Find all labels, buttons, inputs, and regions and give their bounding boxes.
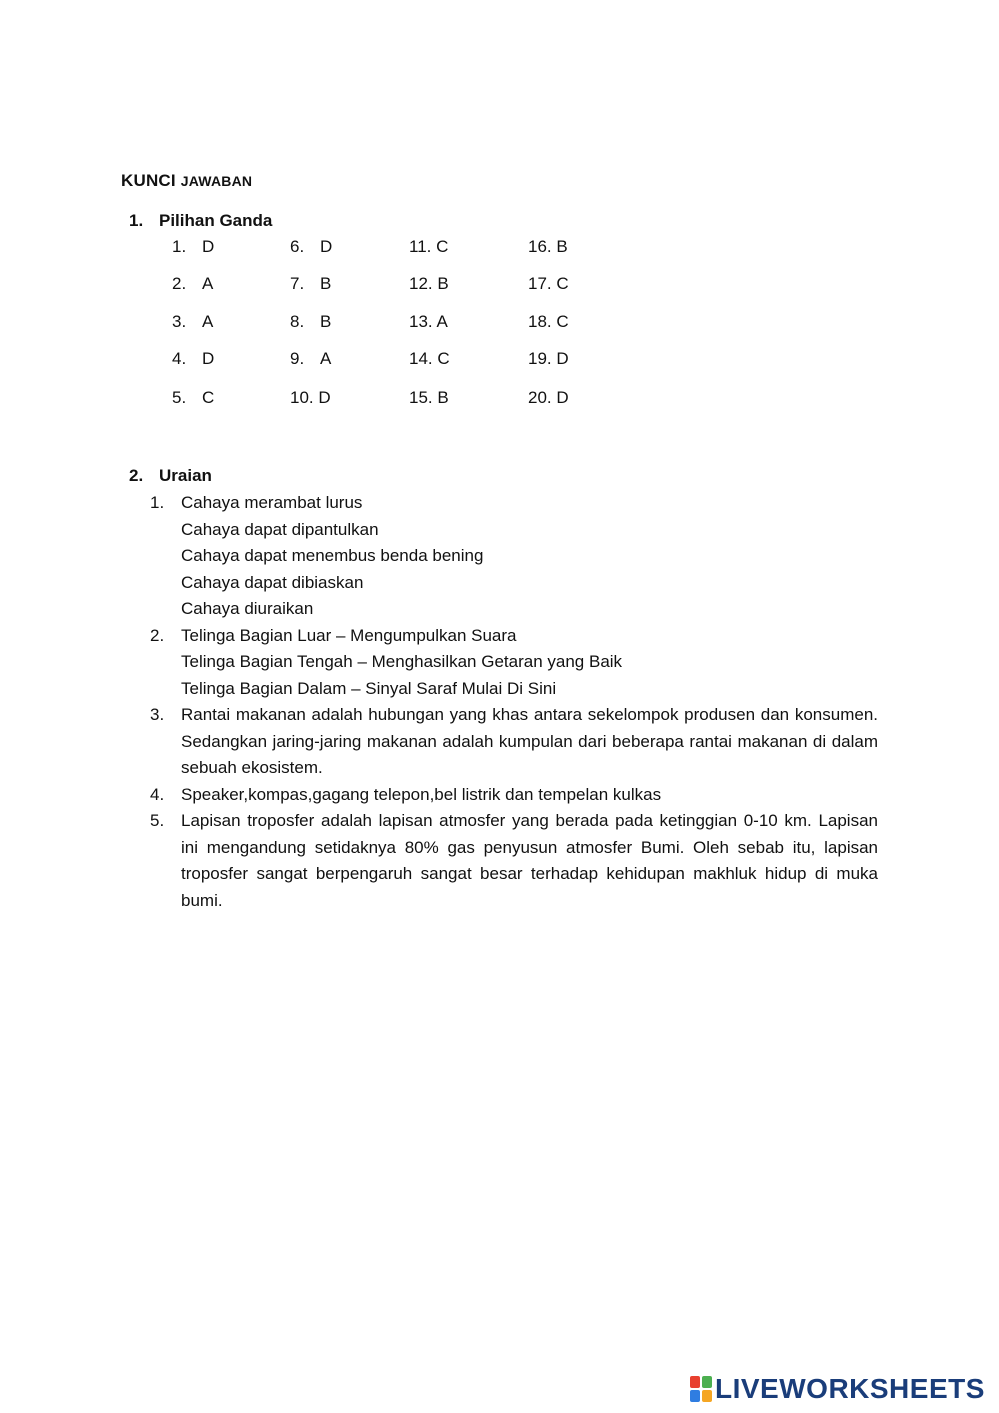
- mc-answer-letter: C: [437, 349, 450, 368]
- mc-question-number: 17.: [528, 274, 552, 293]
- mc-question-number: 7.: [290, 274, 305, 293]
- mc-answer-letter: C: [556, 274, 569, 293]
- mc-question-number: 8.: [290, 312, 305, 331]
- mc-question-number: 16.: [528, 237, 552, 256]
- mc-answer-letter: D: [202, 349, 215, 368]
- mc-question-number: 15.: [409, 388, 433, 407]
- logo-mark-icon: [690, 1376, 712, 1402]
- mc-question-number: 6.: [290, 237, 305, 256]
- mc-answer-letter: A: [320, 349, 332, 368]
- essay-item-number: 5.: [150, 811, 165, 830]
- mc-answer: [528, 312, 569, 332]
- mc-question-number: 19.: [528, 349, 552, 368]
- section-number: 2.: [129, 466, 144, 485]
- mc-answer: [290, 349, 331, 369]
- essay-answer-line: Cahaya merambat lurus: [181, 493, 363, 512]
- mc-question-number: 9.: [290, 349, 305, 368]
- mc-answer: [409, 349, 450, 369]
- mc-question-number: 3.: [172, 312, 187, 331]
- essay-item: [150, 490, 878, 623]
- logo-square: [690, 1376, 700, 1388]
- essay-answer-line: Cahaya dapat dipantulkan: [181, 519, 379, 539]
- mc-answer: [290, 237, 332, 257]
- section-title: Pilihan Ganda: [159, 211, 273, 230]
- mc-question-number: 11.: [409, 237, 432, 256]
- essay-answer-line: Cahaya diuraikan: [181, 599, 314, 618]
- mc-answer: [290, 388, 331, 408]
- essay-item-number: 4.: [150, 784, 165, 804]
- mc-answer: [409, 274, 449, 294]
- essay-answer-line: Telinga Bagian Dalam – Sinyal Saraf Mulai Di Sini: [181, 678, 557, 698]
- section-title: Uraian: [159, 466, 212, 485]
- mc-answer: [172, 237, 214, 257]
- mc-answer-letter: B: [437, 274, 449, 293]
- mc-answer: [528, 274, 569, 294]
- mc-question-number: 4.: [172, 349, 187, 368]
- mc-answer: [409, 312, 448, 332]
- essay-item: [150, 808, 878, 914]
- mc-question-number: 5.: [172, 388, 187, 407]
- section-multiple-choice-heading: [129, 211, 272, 231]
- mc-answer-letter: B: [437, 388, 449, 407]
- mc-answer-letter: C: [556, 312, 569, 331]
- mc-answer-letter: A: [436, 312, 448, 331]
- mc-answer: [528, 237, 568, 257]
- mc-question-number: 2.: [172, 274, 187, 293]
- mc-question-number: 1.: [172, 237, 187, 256]
- essay-answer-paragraph: Speaker,kompas,gagang telepon,bel listrik dan tempelan kulkas: [181, 784, 662, 804]
- liveworksheets-logo: [690, 1373, 985, 1405]
- logo-square: [690, 1390, 700, 1402]
- mc-question-number: 20.: [528, 388, 552, 407]
- mc-question-number: 10.: [290, 388, 314, 407]
- mc-answer-letter: C: [202, 388, 215, 407]
- essay-item: [150, 702, 878, 782]
- mc-answer: [172, 388, 214, 408]
- title-main: KUNCI: [121, 171, 176, 190]
- essay-item: [150, 623, 878, 703]
- mc-question-number: 18.: [528, 312, 552, 331]
- mc-answer-letter: A: [202, 312, 214, 331]
- mc-answer-letter: D: [556, 349, 569, 368]
- essay-item-number: 2.: [150, 625, 165, 645]
- mc-answer: [172, 274, 213, 294]
- mc-question-number: 14.: [409, 349, 433, 368]
- mc-answer-letter: D: [556, 388, 569, 407]
- section-essay-heading: [129, 466, 212, 486]
- mc-answer-letter: B: [556, 237, 568, 256]
- mc-answer: [528, 388, 569, 408]
- mc-answer: [172, 312, 213, 332]
- mc-answer-letter: A: [202, 274, 214, 293]
- essay-item-number: 3.: [150, 705, 165, 724]
- section-number: 1.: [129, 211, 144, 230]
- mc-answer: [528, 349, 569, 369]
- essay-item: [150, 782, 878, 809]
- mc-answer: [290, 312, 331, 332]
- essay-answer-list: [150, 490, 878, 914]
- title-sub: JAWABAN: [180, 173, 253, 189]
- essay-item-number: 1.: [150, 493, 165, 512]
- essay-answer-line: Telinga Bagian Tengah – Menghasilkan Getaran yang Baik: [181, 652, 623, 671]
- mc-answer-letter: B: [320, 312, 332, 331]
- mc-answer-letter: D: [202, 237, 215, 256]
- essay-answer-line: Cahaya dapat menembus benda bening: [181, 546, 484, 565]
- mc-answer: [409, 388, 449, 408]
- mc-answer-letter: C: [436, 237, 449, 256]
- logo-square: [702, 1390, 712, 1402]
- essay-answer-line: Telinga Bagian Luar – Mengumpulkan Suara: [181, 625, 517, 645]
- mc-answer-letter: D: [320, 237, 333, 256]
- mc-question-number: 13.: [409, 312, 433, 331]
- mc-answer-letter: B: [320, 274, 332, 293]
- essay-answer-paragraph: Rantai makanan adalah hubungan yang khas antara sekelompok produsen dan konsumen. Sedangkan jaring-jaring makanan adalah kumpulan dari beberapa rantai makanan di dalam sebuah ekosistem.: [181, 705, 878, 777]
- logo-text: LIVEWORKSHEETS: [715, 1373, 985, 1404]
- mc-answer: [290, 274, 331, 294]
- mc-answer: [172, 349, 214, 369]
- mc-answer-letter: D: [318, 388, 331, 407]
- essay-answer-paragraph: Lapisan troposfer adalah lapisan atmosfer yang berada pada ketinggian 0-10 km. Lapisan ini mengandung setidaknya 80% gas penyusun atmosfer Bumi. Oleh sebab itu, lapisan troposfer sangat berpengaruh sangat besar terhadap kehidupan makhluk hidup di muka bumi.: [181, 811, 878, 910]
- essay-answer-line: Cahaya dapat dibiaskan: [181, 572, 364, 592]
- page-title: [121, 171, 252, 191]
- logo-square: [702, 1376, 712, 1388]
- mc-answer: [409, 237, 448, 257]
- mc-question-number: 12.: [409, 274, 433, 293]
